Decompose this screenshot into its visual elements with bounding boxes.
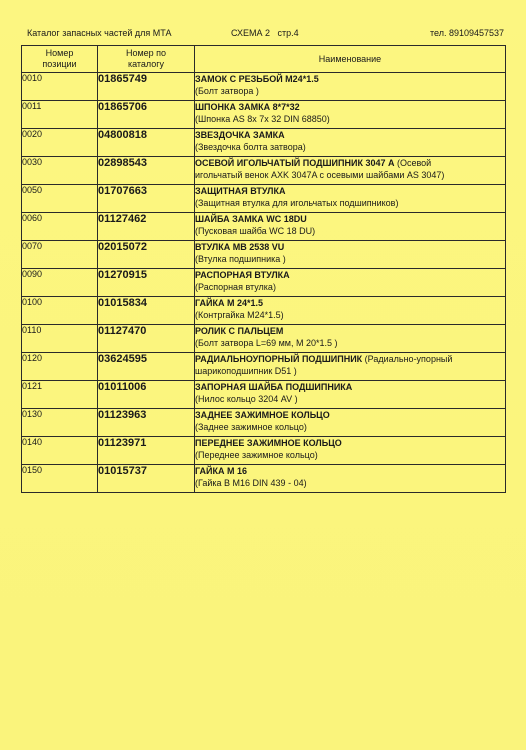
column-header-catalog — [98, 46, 195, 73]
table-row — [22, 157, 506, 185]
table-row — [22, 73, 506, 101]
catalog-number-cell: 01127462 — [98, 213, 195, 241]
column-header-position — [22, 46, 98, 73]
part-name: ЗАПОРНАЯ ШАЙБА ПОДШИПНИКА — [195, 382, 353, 392]
catalog-number-cell: 02015072 — [98, 241, 195, 269]
catalog-number-cell: 01011006 — [98, 381, 195, 409]
position-number-cell: 0120 — [22, 353, 98, 381]
part-name-cell — [195, 437, 506, 465]
position-number-cell: 0140 — [22, 437, 98, 465]
part-name: ГАЙКА М 24*1.5 — [195, 298, 264, 308]
column-header-catalog-line2: каталогу — [127, 59, 165, 69]
part-name-cell — [195, 297, 506, 325]
catalog-number-cell: 01865706 — [98, 101, 195, 129]
column-header-position-line2: позиции — [42, 59, 77, 69]
position-number-cell: 0130 — [22, 409, 98, 437]
part-description: игольчатый венок AXK 3047A с осевыми шайбами AS 3047) — [195, 170, 445, 180]
part-name: РАСПОРНАЯ ВТУЛКА — [195, 270, 290, 280]
part-description: (Распорная втулка) — [195, 282, 276, 292]
part-name: ЗВЕЗДОЧКА ЗАМКА — [195, 130, 285, 140]
part-description: (Заднее зажимное кольцо) — [195, 422, 307, 432]
position-number-cell: 0060 — [22, 213, 98, 241]
part-name: ШАЙБА ЗАМКА WC 18DU — [195, 214, 307, 224]
part-name-continuation: (Осевой — [394, 158, 432, 168]
position-number-cell: 0110 — [22, 325, 98, 353]
part-description: (Болт затвора ) — [195, 86, 259, 96]
parts-table — [21, 45, 506, 493]
part-name: ГАЙКА М 16 — [195, 466, 248, 476]
position-number-cell: 0011 — [22, 101, 98, 129]
table-row — [22, 381, 506, 409]
position-number-cell: 0100 — [22, 297, 98, 325]
table-row — [22, 129, 506, 157]
part-name-cell — [195, 185, 506, 213]
part-name-cell — [195, 101, 506, 129]
page-number: стр.4 — [277, 28, 299, 38]
part-name-cell — [195, 409, 506, 437]
part-name-cell — [195, 213, 506, 241]
catalog-number-cell: 01127470 — [98, 325, 195, 353]
part-description: (Переднее зажимное кольцо) — [195, 450, 318, 460]
part-name-cell — [195, 157, 506, 185]
part-name-continuation: (Радиально-упорный — [362, 354, 453, 364]
scheme-label — [231, 28, 299, 38]
part-name: ЗАМОК С РЕЗЬБОЙ М24*1.5 — [195, 74, 319, 84]
table-row — [22, 241, 506, 269]
column-header-name: Наименование — [195, 46, 506, 73]
position-number-cell: 0030 — [22, 157, 98, 185]
position-number-cell: 0010 — [22, 73, 98, 101]
table-row — [22, 185, 506, 213]
part-name-cell — [195, 353, 506, 381]
part-description: (Втулка подшипника ) — [195, 254, 286, 264]
part-name-cell — [195, 129, 506, 157]
scheme-name: СХЕМА 2 — [231, 28, 271, 38]
part-description: (Нилос кольцо 3204 AV ) — [195, 394, 298, 404]
part-description: (Контргайка M24*1.5) — [195, 310, 284, 320]
catalog-number-cell: 01123963 — [98, 409, 195, 437]
part-description: (Болт затвора L=69 мм, M 20*1.5 ) — [195, 338, 338, 348]
position-number-cell: 0050 — [22, 185, 98, 213]
catalog-number-cell: 01015737 — [98, 465, 195, 493]
table-row — [22, 297, 506, 325]
catalog-number-cell: 02898543 — [98, 157, 195, 185]
position-number-cell: 0020 — [22, 129, 98, 157]
parts-table-body — [22, 73, 506, 493]
page-header — [0, 28, 526, 42]
column-header-position-line1: Номер — [45, 48, 74, 58]
catalog-number-cell: 01270915 — [98, 269, 195, 297]
catalog-title: Каталог запасных частей для МТА — [27, 28, 172, 38]
part-description: шарикоподшипник D51 ) — [195, 366, 297, 376]
part-name: ЗАДНЕЕ ЗАЖИМНОЕ КОЛЬЦО — [195, 410, 330, 420]
part-description: (Защитная втулка для игольчатых подшипников) — [195, 198, 399, 208]
table-row — [22, 465, 506, 493]
part-description: (Пусковая шайба WC 18 DU) — [195, 226, 316, 236]
part-name-cell — [195, 465, 506, 493]
part-description: (Гайка В М16 DIN 439 - 04) — [195, 478, 307, 488]
part-description: (Шпонка AS 8x 7x 32 DIN 68850) — [195, 114, 330, 124]
position-number-cell: 0121 — [22, 381, 98, 409]
position-number-cell: 0070 — [22, 241, 98, 269]
table-row — [22, 437, 506, 465]
position-number-cell: 0150 — [22, 465, 98, 493]
part-name: ЗАЩИТНАЯ ВТУЛКА — [195, 186, 286, 196]
catalog-number-cell: 04800818 — [98, 129, 195, 157]
part-name: РОЛИК С ПАЛЬЦЕМ — [195, 326, 284, 336]
catalog-number-cell: 01123971 — [98, 437, 195, 465]
part-name: ПЕРЕДНЕЕ ЗАЖИМНОЕ КОЛЬЦО — [195, 438, 342, 448]
table-row — [22, 213, 506, 241]
table-header-row — [22, 46, 506, 73]
phone-number: тел. 89109457537 — [430, 28, 505, 38]
part-name-cell — [195, 73, 506, 101]
part-description: (Звездочка болта затвора) — [195, 142, 306, 152]
catalog-number-cell: 01015834 — [98, 297, 195, 325]
part-name: ВТУЛКА MB 2538 VU — [195, 242, 285, 252]
catalog-number-cell: 03624595 — [98, 353, 195, 381]
part-name: ОСЕВОЙ ИГОЛЬЧАТЫЙ ПОДШИПНИК 3047 А — [195, 158, 395, 168]
table-row — [22, 325, 506, 353]
table-row — [22, 269, 506, 297]
position-number-cell: 0090 — [22, 269, 98, 297]
table-row — [22, 101, 506, 129]
part-name: ШПОНКА ЗАМКА 8*7*32 — [195, 102, 300, 112]
part-name: РАДИАЛЬНОУПОРНЫЙ ПОДШИПНИК — [195, 354, 363, 364]
catalog-number-cell: 01865749 — [98, 73, 195, 101]
part-name-cell — [195, 325, 506, 353]
part-name-cell — [195, 381, 506, 409]
part-name-cell — [195, 241, 506, 269]
table-row — [22, 409, 506, 437]
part-name-cell — [195, 269, 506, 297]
catalog-number-cell: 01707663 — [98, 185, 195, 213]
table-row — [22, 353, 506, 381]
column-header-catalog-line1: Номер по — [125, 48, 167, 58]
